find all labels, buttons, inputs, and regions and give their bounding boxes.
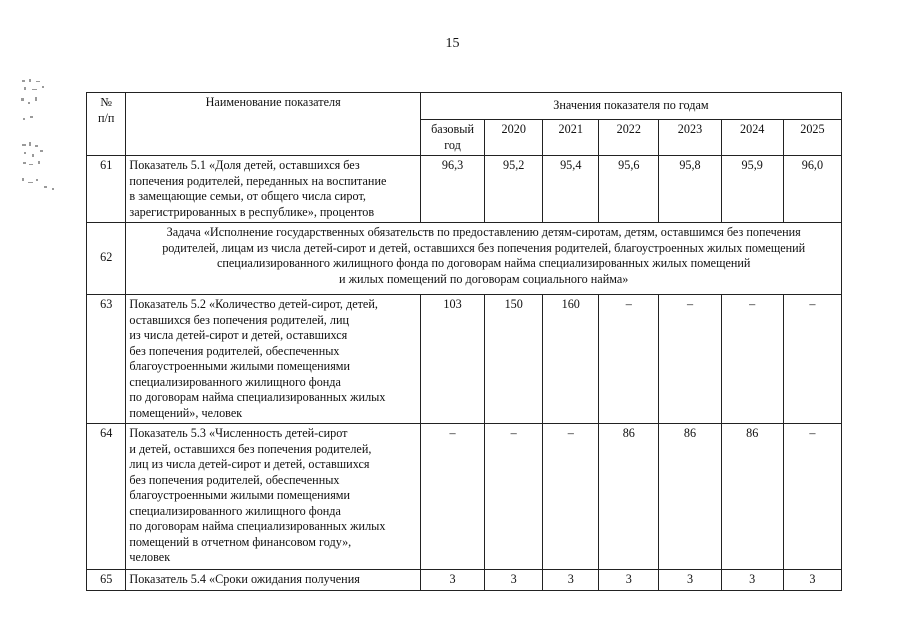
header-values-group: Значения показателя по годам [420, 93, 841, 120]
indicators-table [86, 92, 842, 591]
indicator-name: Показатель 5.4 «Сроки ожидания получения [126, 570, 421, 591]
value-cell: 3 [783, 570, 841, 591]
value-cell: 95,6 [599, 156, 659, 223]
value-cell: 3 [659, 570, 721, 591]
table-row [87, 295, 842, 424]
value-cell: 3 [599, 570, 659, 591]
value-cell: – [485, 424, 543, 570]
value-cell: 103 [420, 295, 484, 424]
value-cell: 95,2 [485, 156, 543, 223]
row-num: 64 [87, 424, 126, 570]
value-cell: 3 [485, 570, 543, 591]
value-cell: 86 [721, 424, 783, 570]
value-cell: – [783, 295, 841, 424]
header-year: 2020 [485, 120, 543, 156]
value-cell: – [543, 424, 599, 570]
value-cell: 86 [599, 424, 659, 570]
header-row-top [87, 93, 842, 120]
table-row [87, 424, 842, 570]
value-cell: 160 [543, 295, 599, 424]
header-year: 2025 [783, 120, 841, 156]
value-cell: 95,8 [659, 156, 721, 223]
task-text: Задача «Исполнение государственных обязательств по предоставлению детям-сиротам, детям, оставшимся без попечения родителей, лицам из числа детей-сирот и детей, оставшихся без попечения родителей, благоустроенных жилых помещений специализированного жилищного фонда по договорам найма специализированных жилых помещений и жилых помещений по договорам социального найма» [126, 223, 842, 295]
row-num: 65 [87, 570, 126, 591]
scan-margin-noise [20, 78, 64, 196]
row-num: 63 [87, 295, 126, 424]
task-row [87, 223, 842, 295]
value-cell: 96,3 [420, 156, 484, 223]
row-num: 61 [87, 156, 126, 223]
indicator-name: Показатель 5.2 «Количество детей-сирот, детей, оставшихся без попечения родителей, лиц из числа детей-сирот и детей, оставшихся без попечения родителей, обеспеченных благоустроенными жилыми помещениями специализированного жилищного фонда по договорам найма специализированных жилых помещений», человек [126, 295, 421, 424]
indicator-name: Показатель 5.1 «Доля детей, оставшихся без попечения родителей, переданных на воспитание в замещающие семьи, от общего числа сирот, зарегистрированных в республике», процентов [126, 156, 421, 223]
value-cell: – [420, 424, 484, 570]
value-cell: 86 [659, 424, 721, 570]
header-year: базовый год [420, 120, 484, 156]
row-num: 62 [87, 223, 126, 295]
page-number: 15 [445, 36, 460, 51]
header-year: 2022 [599, 120, 659, 156]
value-cell: – [599, 295, 659, 424]
header-year: 2024 [721, 120, 783, 156]
value-cell: 95,9 [721, 156, 783, 223]
value-cell: 3 [420, 570, 484, 591]
value-cell: 3 [721, 570, 783, 591]
header-year: 2021 [543, 120, 599, 156]
value-cell: 95,4 [543, 156, 599, 223]
table-row [87, 570, 842, 591]
value-cell: – [659, 295, 721, 424]
table-row [87, 156, 842, 223]
value-cell: – [783, 424, 841, 570]
value-cell: 3 [543, 570, 599, 591]
value-cell: – [721, 295, 783, 424]
header-year: 2023 [659, 120, 721, 156]
header-name: Наименование показателя [126, 93, 421, 156]
value-cell: 150 [485, 295, 543, 424]
header-num: № п/п [87, 93, 126, 156]
value-cell: 96,0 [783, 156, 841, 223]
indicator-name: Показатель 5.3 «Численность детей-сирот и детей, оставшихся без попечения родителей, лиц из числа детей-сирот и детей, оставшихся без попечения родителей, обеспеченных благоустроенными жилыми помещениями специализированного жилищного фонда по договорам найма специализированных жилых помещений в отчетном финансовом году», человек [126, 424, 421, 570]
